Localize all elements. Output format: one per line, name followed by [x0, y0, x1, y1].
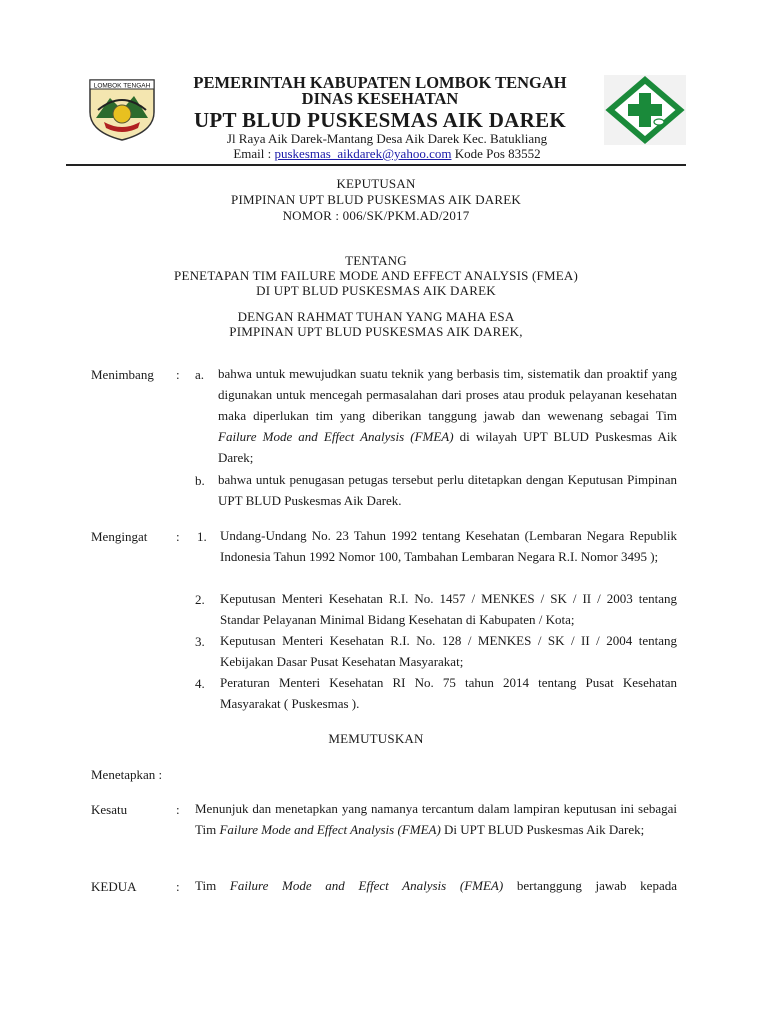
menimbang-a-text — [218, 363, 677, 468]
menimbang-a-marker: a. — [195, 367, 205, 382]
doc-issuer: PIMPINAN UPT BLUD PUSKESMAS AIK DAREK — [231, 192, 521, 207]
mengingat-1-marker: 1. — [197, 529, 207, 544]
doc-about: TENTANG — [345, 253, 407, 268]
logo-left-text: LOMBOK TENGAH — [93, 82, 151, 90]
header-department: DINAS KESEHATAN — [301, 89, 459, 108]
kesatu-text — [195, 798, 677, 840]
mengingat-1-text: Undang-Undang No. 23 Tahun 1992 tentang Kesehatan (Lembaran Negara Republik Indonesia Tahun 1992 Nomor 100, Tambahan Lembaran Negara R.I. Nomor 3495 ); — [220, 528, 677, 564]
memutuskan-heading: MEMUTUSKAN — [328, 731, 424, 746]
mengingat-4-marker: 4. — [195, 676, 205, 691]
mengingat-3-text: Keputusan Menteri Kesehatan R.I. No. 128 / MENKES / SK / II / 2004 tentang Kebijakan Dasar Pusat Kesehatan Masyarakat; — [220, 633, 677, 669]
mengingat-colon: : — [176, 529, 180, 544]
postcode: Kode Pos 83552 — [454, 146, 541, 161]
doc-signatory: PIMPINAN UPT BLUD PUSKESMAS AIK DAREK, — [229, 324, 523, 339]
header-contact — [160, 146, 614, 162]
mengingat-2-marker: 2. — [195, 592, 205, 607]
kesatu-colon: : — [176, 802, 180, 817]
kedua-italic: Failure Mode and Effect Analysis (FMEA) — [229, 878, 504, 893]
menimbang-a-text-1: bahwa untuk mewujudkan suatu teknik yang berbasis tim, sistematik dan proaktif yang digunakan untuk mencegah permasalahan dari proses atau produk pelayanan kesehatan maka diperlukan tim yang diberikan tanggung jawab dan wewenang sebagai Tim — [218, 366, 677, 423]
doc-subject-location: DI UPT BLUD PUSKESMAS AIK DAREK — [256, 283, 496, 298]
kedua-text-2: bertanggung jawab kepada — [503, 878, 677, 893]
header-divider — [66, 164, 686, 166]
menimbang-a-italic: Failure Mode and Effect Analysis (FMEA) — [218, 429, 454, 444]
mengingat-3-marker: 3. — [195, 634, 205, 649]
email-label: Email : — [233, 146, 272, 161]
kedua-text-1: Tim — [195, 878, 230, 893]
mengingat-4-text: Peraturan Menteri Kesehatan RI No. 75 tahun 2014 tentang Pusat Kesehatan Masyarakat ( Puskesmas ). — [220, 675, 677, 711]
kedua-text — [195, 875, 677, 896]
mengingat-2-text: Keputusan Menteri Kesehatan R.I. No. 1457 / MENKES / SK / II / 2003 tentang Standar Pelayanan Minimal Bidang Kesehatan di Kabupaten / Kota; — [220, 591, 677, 627]
puskesmas-logo — [604, 75, 686, 145]
mengingat-label: Mengingat — [91, 529, 148, 544]
menimbang-colon: : — [176, 367, 180, 382]
kedua-label: KEDUA — [91, 879, 137, 894]
kesatu-italic: Failure Mode and Effect Analysis (FMEA) — [219, 822, 441, 837]
header-address: Jl Raya Aik Darek-Mantang Desa Aik Darek Kec. Batukliang — [226, 131, 548, 146]
menimbang-a-text-2: di wilayah UPT BLUD Puskesmas Aik Darek; — [218, 429, 677, 465]
menimbang-b-text: bahwa untuk penugasan petugas tersebut perlu ditetapkan dengan Keputusan Pimpinan UPT BLUD Puskesmas Aik Darek. — [218, 472, 677, 508]
lombok-tengah-logo — [84, 74, 160, 142]
header-government: PEMERINTAH KABUPATEN LOMBOK TENGAH — [193, 73, 567, 92]
kesatu-text-1: Menunjuk dan menetapkan yang namanya tercantum dalam lampiran keputusan ini sebagai Tim — [195, 801, 677, 837]
email-link[interactable]: puskesmas_aikdarek@yahoo.com — [274, 146, 452, 161]
kedua-colon: : — [176, 879, 180, 894]
doc-type: KEPUTUSAN — [336, 176, 416, 191]
doc-number: NOMOR : 006/SK/PKM.AD/2017 — [282, 208, 470, 223]
header-institution: UPT BLUD PUSKESMAS AIK DAREK — [193, 108, 567, 132]
kesatu-label: Kesatu — [91, 802, 128, 817]
menimbang-b-marker: b. — [195, 473, 205, 488]
menimbang-label: Menimbang — [91, 367, 154, 382]
menetapkan-label: Menetapkan : — [91, 767, 163, 782]
kesatu-text-2: Di UPT BLUD Puskesmas Aik Darek; — [440, 822, 645, 837]
doc-invocation: DENGAN RAHMAT TUHAN YANG MAHA ESA — [237, 309, 515, 324]
doc-subject: PENETAPAN TIM FAILURE MODE AND EFFECT ANALYSIS (FMEA) — [174, 268, 578, 283]
